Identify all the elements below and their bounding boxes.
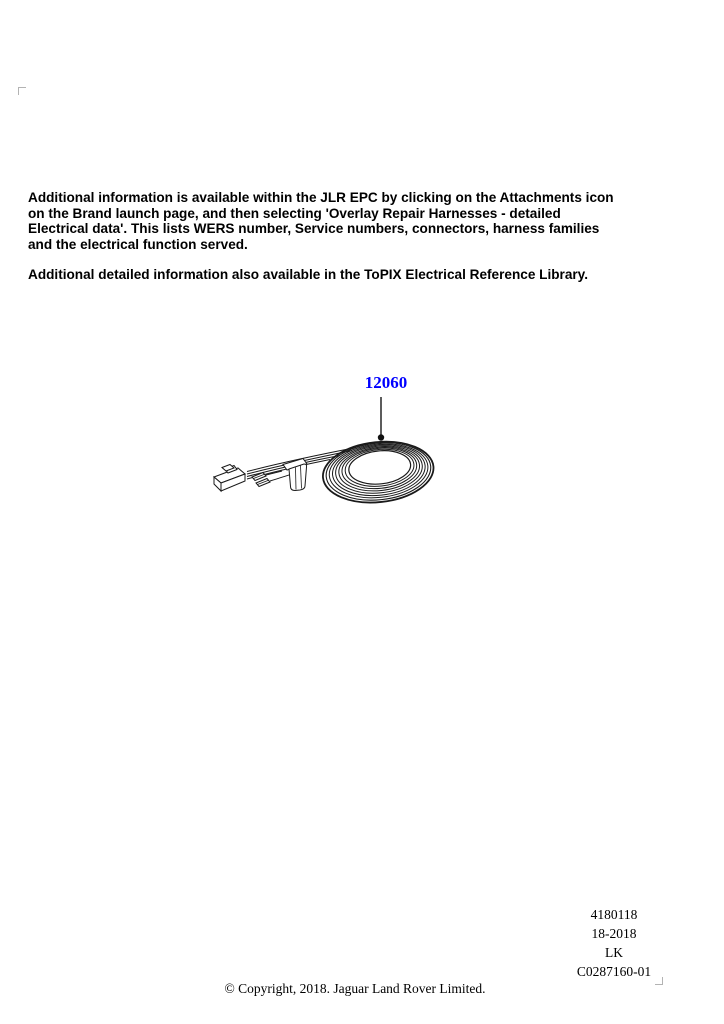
crop-mark-top-left-icon	[18, 87, 26, 95]
notice-line: Additional information is available within the JLR EPC by clicking on the Attachments icon	[28, 190, 614, 205]
notice-paragraph-epc	[28, 190, 614, 252]
notice-line: Additional detailed information also available in the ToPIX Electrical Reference Library.	[28, 267, 589, 282]
notice-line: Electrical data'. This lists WERS number, Service numbers, connectors, harness families	[28, 221, 600, 236]
document-number-block	[554, 905, 674, 981]
notice-line: on the Brand launch page, and then selecting 'Overlay Repair Harnesses - detailed	[28, 205, 561, 221]
leader-dot	[378, 434, 384, 440]
doc-code: LK	[605, 945, 623, 960]
notice-line: and the electrical function served.	[28, 236, 248, 252]
connector	[214, 465, 245, 492]
crop-mark-bottom-right-icon	[655, 977, 663, 985]
part-number-callout[interactable]: 12060	[364, 373, 408, 392]
tape-wrap	[283, 459, 307, 491]
doc-date: 18-2018	[591, 926, 637, 941]
doc-number: 4180118	[590, 907, 638, 922]
doc-reference: C0287160-01	[576, 964, 652, 979]
notice-paragraph-topix	[28, 267, 588, 283]
wiring-harness-illustration	[200, 385, 450, 515]
coiled-cable	[320, 436, 437, 507]
copyright-line: © Copyright, 2018. Jaguar Land Rover Limited.	[224, 981, 486, 996]
